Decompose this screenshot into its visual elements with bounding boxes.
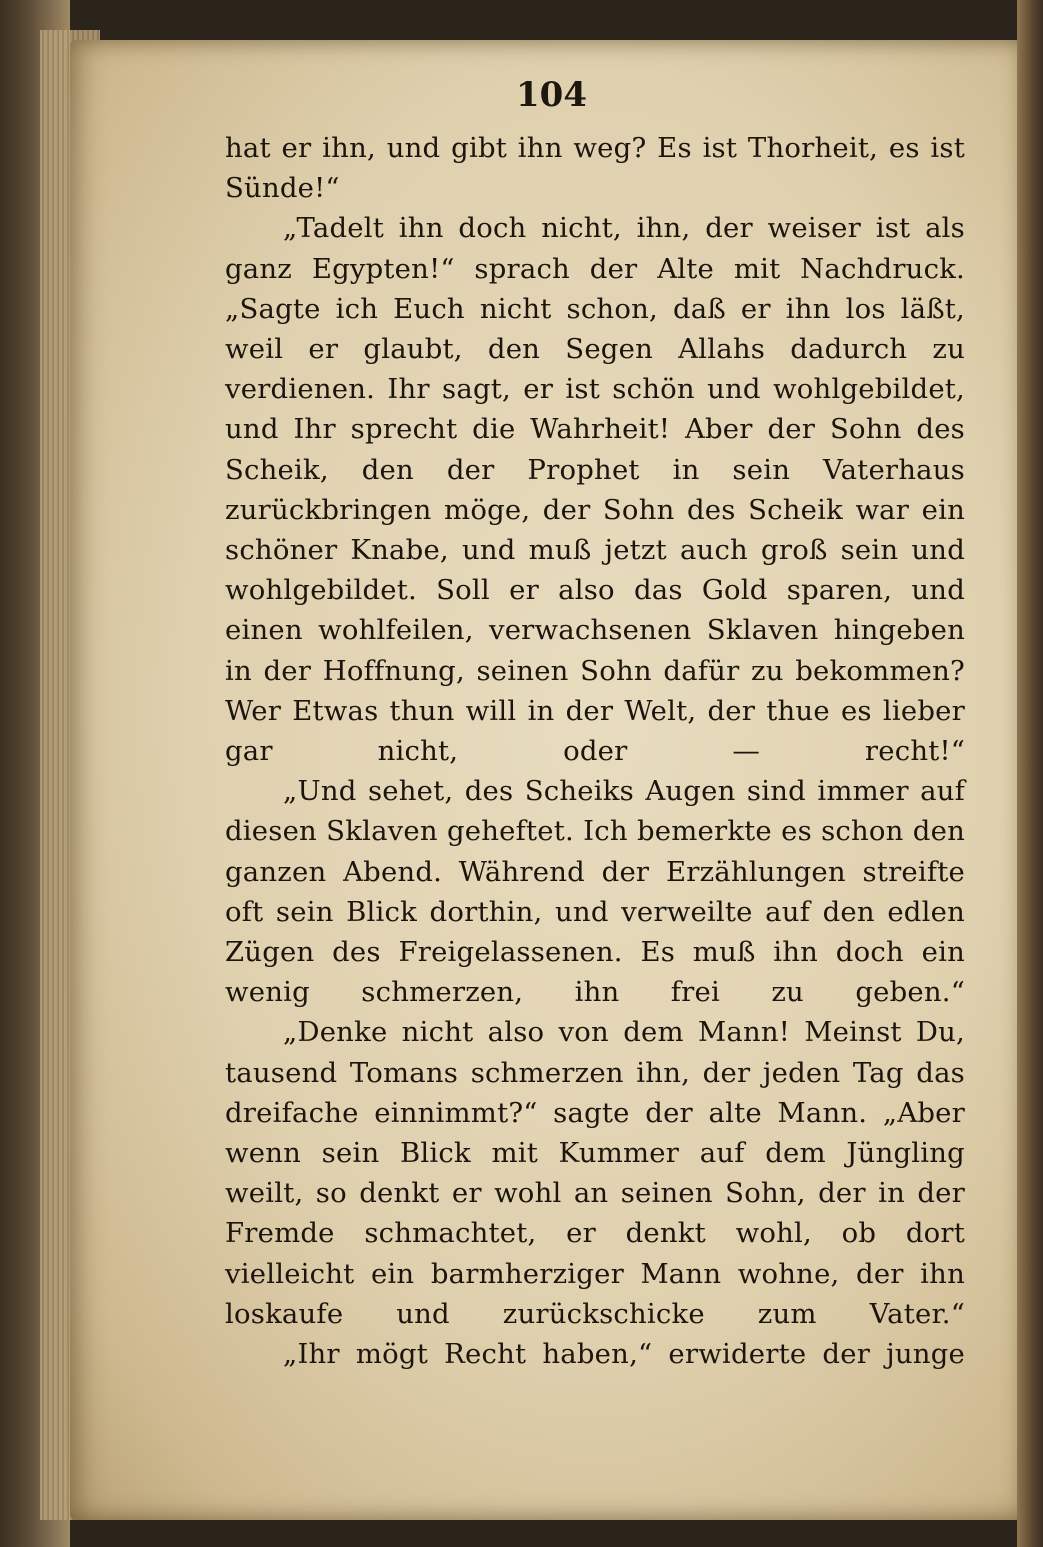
paragraph-2: „Tadelt ihn doch nicht, ihn, der weiser ist als ganz Egypten!“ sprach der Alte mit Nachdruck. „Sagte ich Euch nicht schon, daß er ihn los läßt, weil er glaubt, den Segen Allahs dadurch zu verdienen. Ihr sagt, er ist schön und wohlgebildet, und Ihr sprecht die Wahrheit! Aber der Sohn des Scheik, den der Prophet in sein Vaterhaus zurückbringen möge, der Sohn des Scheik war ein schöner Knabe, und muß jetzt auch groß sein und wohlgebildet. Soll er also das Gold sparen, und einen wohlfeilen, verwachsenen Sklaven hingeben in der Hoffnung, seinen Sohn dafür zu bekommen? Wer Etwas thun will in der Welt, der thue es lieber gar nicht, oder — recht!“ [225, 212, 965, 768]
book-binding-edge [1017, 0, 1043, 1547]
paragraph-1: hat er ihn, und gibt ihn weg? Es ist Thorheit, es ist Sünde!“ [225, 132, 965, 205]
page-number: 104 [516, 75, 587, 115]
paragraph-4: „Denke nicht also von dem Mann! Meinst Du, tausend Tomans schmerzen ihn, der jeden Tag das dreifache einnimmt?“ sagte der alte Mann. „Aber wenn sein Blick mit Kummer auf dem Jüngling weilt, so denkt er wohl an seinen Sohn, der in der Fremde schmachtet, er denkt wohl, ob dort vielleicht ein barmherziger Mann wohne, der ihn loskaufe und zurückschicke zum Vater.“ [225, 1016, 965, 1330]
page-body [225, 128, 965, 1374]
paragraph-3: „Und sehet, des Scheiks Augen sind immer auf diesen Sklaven geheftet. Ich bemerkte es schon den ganzen Abend. Während der Erzählungen streifte oft sein Blick dorthin, und verweilte auf den edlen Zügen des Freigelassenen. Es muß ihn doch ein wenig schmerzen, ihn frei zu geben.“ [225, 775, 965, 1009]
paragraph-5: „Ihr mögt Recht haben,“ erwiderte der junge [283, 1338, 965, 1371]
